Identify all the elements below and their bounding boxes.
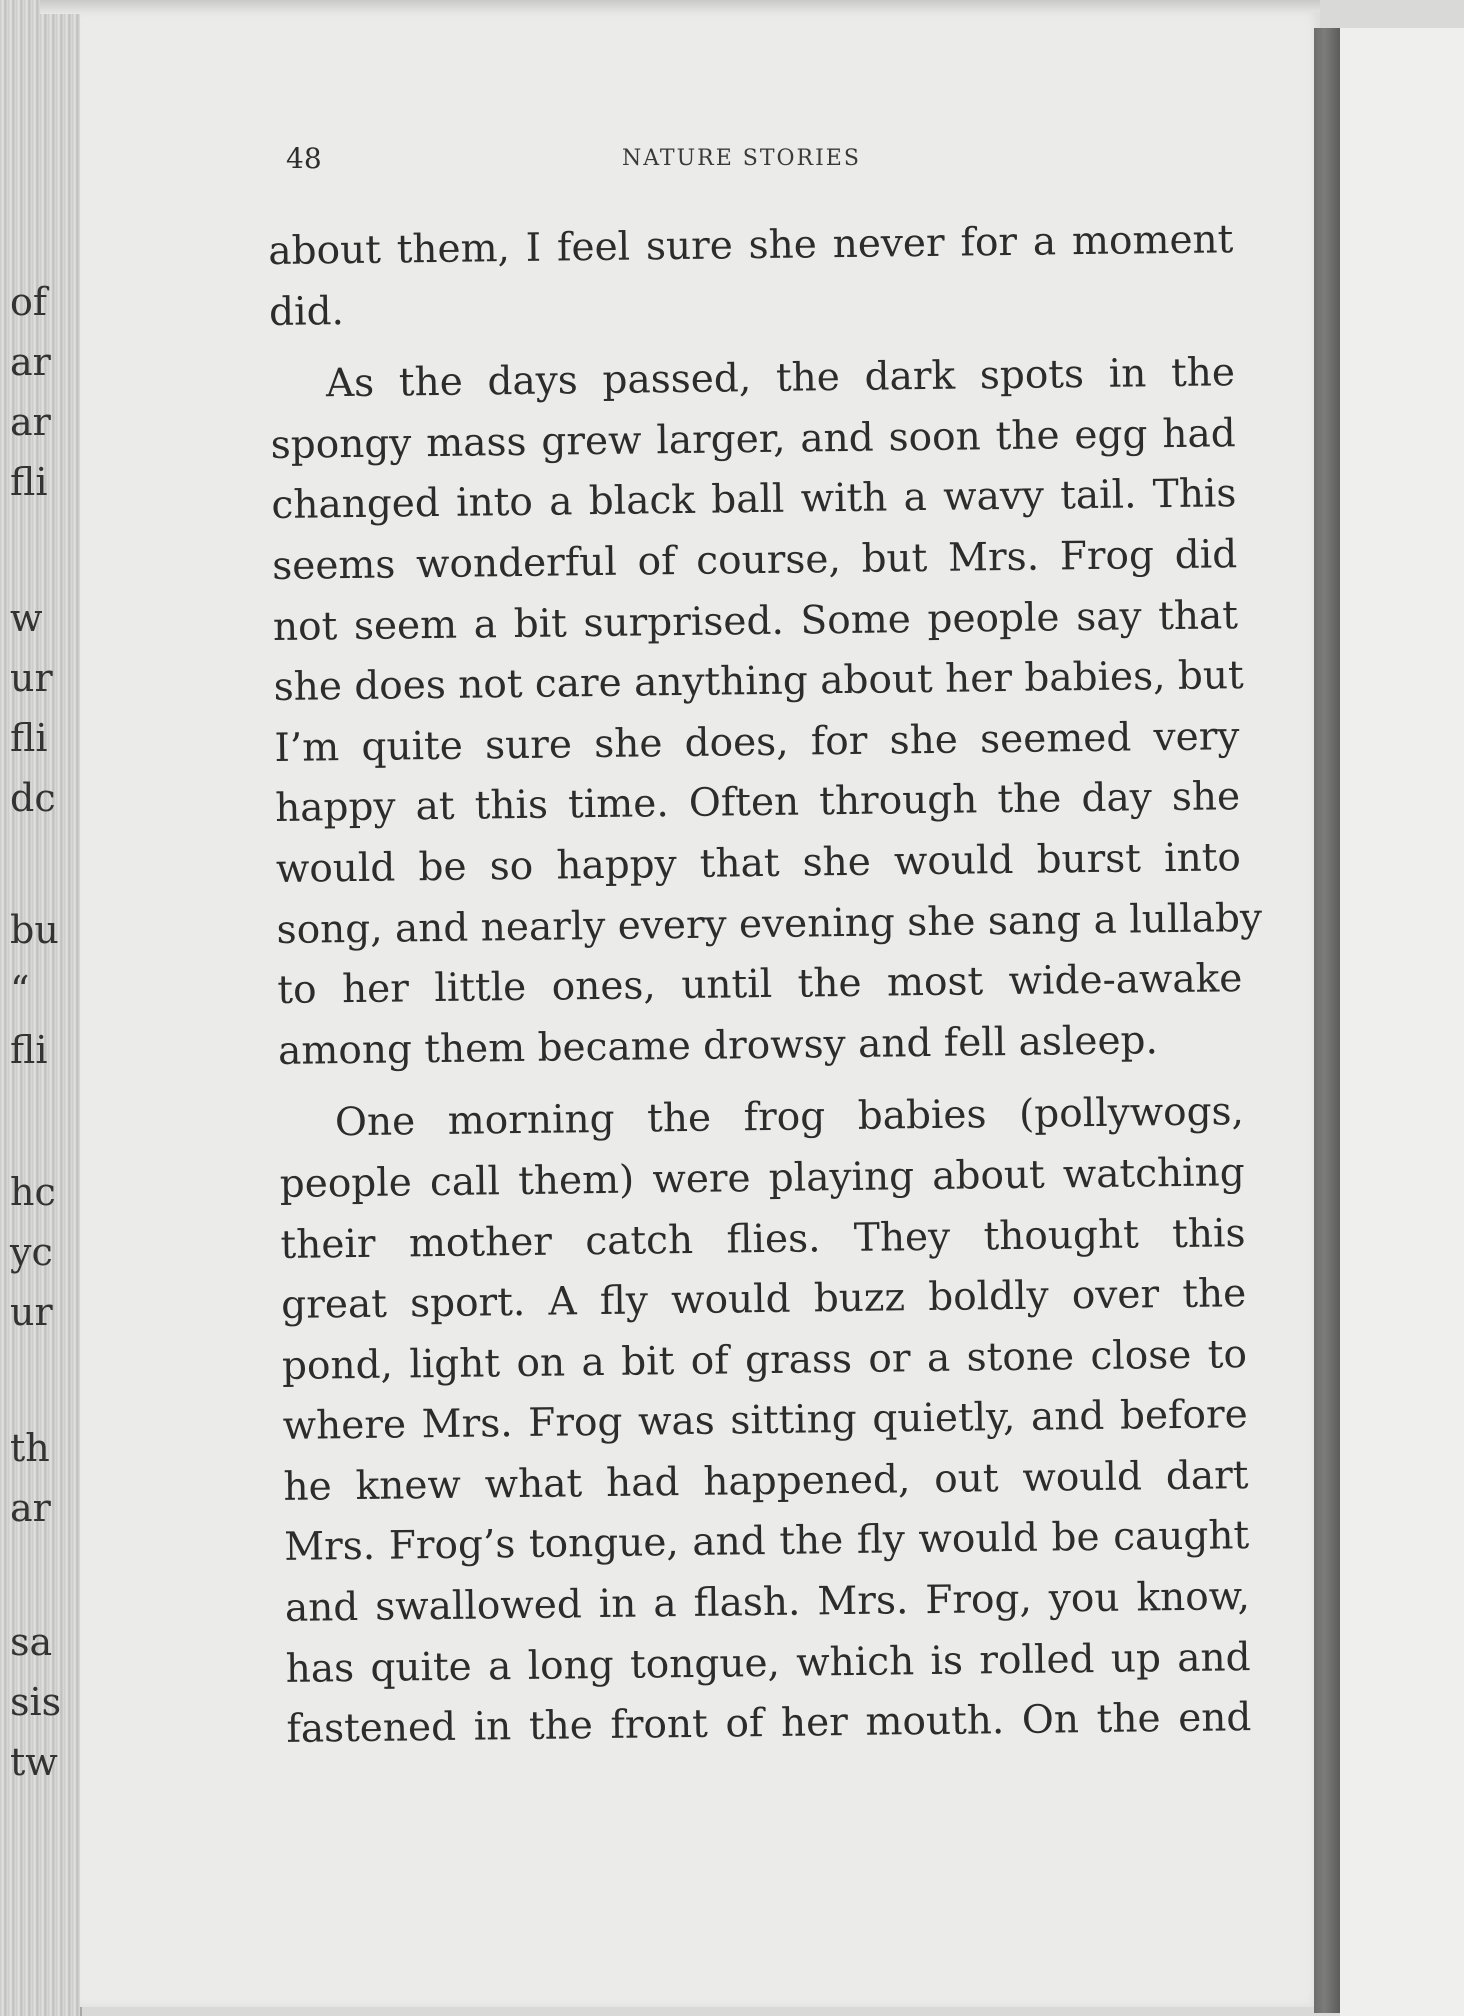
text-line: did. xyxy=(268,288,345,335)
text-line: pond, light on a bit of grass or a stone close to xyxy=(281,1331,1248,1389)
text-line: happy at this time. Often through the day she xyxy=(274,774,1241,832)
running-title: NATURE STORIES xyxy=(622,146,861,171)
facing-page-text xyxy=(0,0,124,1988)
text-line: I’m quite sure she does, for she seemed very xyxy=(274,713,1240,771)
facing-fragment: fli xyxy=(10,460,48,504)
text-line: fastened in the front of her mouth. On the end xyxy=(286,1695,1252,1753)
text-line: about them, I feel sure she never for a moment xyxy=(268,217,1234,274)
facing-fragment: fli xyxy=(10,716,48,760)
paragraph xyxy=(270,343,1263,1082)
text-line: great sport. A fly would buzz boldly over the xyxy=(280,1271,1247,1329)
facing-fragment: hc xyxy=(10,1170,56,1214)
facing-fragment: th xyxy=(10,1426,50,1470)
text-line: As the days passed, the dark spots in the xyxy=(325,350,1236,407)
paragraph xyxy=(268,210,1234,343)
text-line: song, and nearly every evening she sang a lullaby xyxy=(276,895,1263,953)
running-head xyxy=(282,142,1282,182)
text-line: where Mrs. Frog was sitting quietly, and before xyxy=(282,1392,1248,1450)
text-line: she does not care anything about her babies, but xyxy=(273,653,1244,711)
facing-fragment: ur xyxy=(10,656,53,700)
facing-fragment: ar xyxy=(10,1486,51,1530)
facing-fragment: yc xyxy=(10,1230,53,1274)
text-line: One morning the frog babies (pollywogs, xyxy=(334,1089,1245,1146)
facing-fragment: sa xyxy=(10,1620,53,1664)
text-line: has quite a long tongue, which is rolled up and xyxy=(285,1634,1251,1692)
facing-fragment: “ xyxy=(10,968,30,1012)
text-line: changed into a black ball with a wavy tail. This xyxy=(271,471,1237,529)
facing-fragment: ar xyxy=(10,340,51,384)
page-body-text xyxy=(268,210,1263,1761)
text-line: would be so happy that she would burst into xyxy=(275,835,1242,892)
page-number: 48 xyxy=(286,142,322,175)
facing-fragment: w xyxy=(10,596,43,640)
text-line: to her little ones, until the most wide-awake xyxy=(277,956,1243,1014)
right-book-page xyxy=(1340,28,1464,2016)
facing-fragment: fli xyxy=(10,1028,48,1072)
facing-fragment: of xyxy=(10,280,47,324)
text-line: spongy mass grew larger, and soon the egg had xyxy=(270,410,1236,468)
facing-fragment: tw xyxy=(10,1740,58,1784)
facing-fragment: ur xyxy=(10,1290,53,1334)
facing-fragment: bu xyxy=(10,908,59,952)
text-line: he knew what had happened, out would dart xyxy=(283,1452,1249,1510)
facing-fragment: sis xyxy=(10,1680,62,1724)
text-line: seems wonderful of course, but Mrs. Frog did xyxy=(271,532,1238,589)
text-line: among them became drowsy and fell asleep. xyxy=(277,1017,1159,1074)
facing-fragment: ar xyxy=(10,400,51,444)
text-line: Mrs. Frog’s tongue, and the fly would be caught xyxy=(283,1513,1250,1571)
text-line: people call them) were playing about watching xyxy=(279,1150,1245,1207)
text-line: their mother catch flies. They thought this xyxy=(280,1210,1246,1268)
text-line: not seem a bit surprised. Some people say that xyxy=(272,592,1239,650)
facing-fragment: dc xyxy=(10,776,56,820)
book-gutter xyxy=(1314,28,1340,2013)
text-line: and swallowed in a flash. Mrs. Frog, you know, xyxy=(284,1574,1251,1631)
paragraph xyxy=(279,1082,1252,1760)
